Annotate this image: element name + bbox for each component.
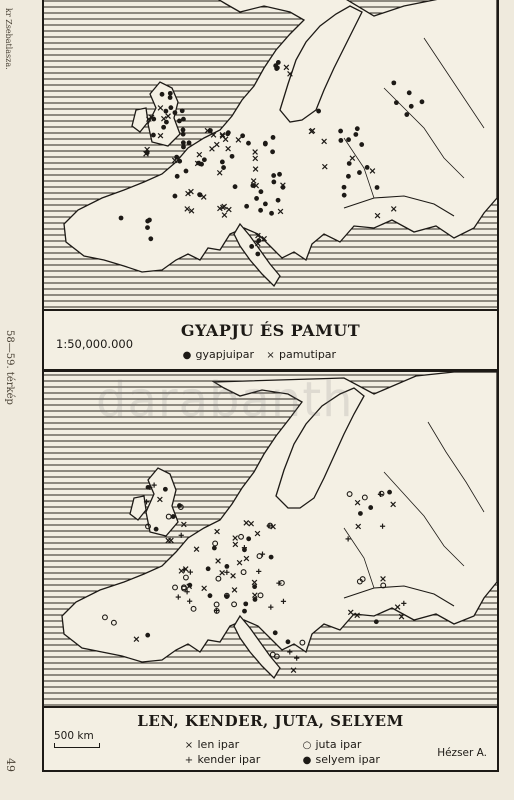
- marker-dot: [224, 594, 229, 599]
- marker-dot: [357, 170, 362, 175]
- legend-label: len ipar: [197, 738, 240, 751]
- legend-label: pamutipar: [279, 348, 337, 361]
- marker-dot: [368, 505, 373, 510]
- marker-dot: [355, 126, 360, 131]
- marker-dot: [220, 160, 225, 165]
- marker-dot: [146, 485, 151, 490]
- marker-dot: [168, 95, 173, 100]
- marker-dot: [407, 90, 412, 95]
- marker-dot: [275, 65, 280, 70]
- marker-dot: [263, 142, 268, 147]
- marker-dot: [243, 601, 248, 606]
- marker-dot: [151, 133, 156, 138]
- cross-icon: ×: [184, 740, 194, 751]
- legend-item-wool: [182, 348, 254, 361]
- marker-dot: [271, 180, 276, 185]
- marker-dot: [163, 487, 168, 492]
- marker-dot: [246, 536, 251, 541]
- marker-dot: [338, 138, 343, 143]
- marker-dot: [254, 196, 259, 201]
- legend-item-jute: [302, 738, 380, 753]
- flax-hemp-jute-silk-map: [44, 372, 497, 707]
- marker-dot: [276, 198, 281, 203]
- flax-hemp-jute-silk-legend: [44, 706, 497, 770]
- marker-dot: [316, 109, 321, 114]
- marker-dot: [147, 218, 152, 223]
- marker-dot: [202, 157, 207, 162]
- marker-dot: [145, 633, 150, 638]
- marker-dot: [387, 490, 392, 495]
- wool-cotton-legend: [44, 309, 497, 369]
- marker-dot: [177, 119, 182, 124]
- marker-dot: [271, 173, 276, 178]
- marker-dot: [154, 527, 159, 532]
- marker-dot: [225, 131, 230, 136]
- legend-items: [182, 348, 344, 361]
- marker-dot: [244, 204, 249, 209]
- marker-dot: [409, 104, 414, 109]
- marker-dot: [269, 211, 274, 216]
- marker-dot: [161, 125, 166, 130]
- marker-dot: [230, 154, 235, 159]
- marker-dot: [181, 140, 186, 145]
- marker-dot: [187, 140, 192, 145]
- marker-dot: [160, 92, 165, 97]
- marker-dot: [206, 566, 211, 571]
- marker-dot: [246, 141, 251, 146]
- marker-dot: [374, 619, 379, 624]
- marker-dot: [263, 201, 268, 206]
- legend-label: selyem ipar: [315, 753, 380, 766]
- marker-dot: [148, 236, 153, 241]
- running-header: kr Zsebatlasza.: [4, 8, 13, 70]
- marker-dot: [365, 165, 370, 170]
- marker-dot: [359, 142, 364, 147]
- legend-column-a: [184, 738, 260, 768]
- map-title-flax-hemp-jute-silk: LEN, KENDER, JUTA, SELYEM: [137, 712, 404, 730]
- marker-dot: [181, 132, 186, 137]
- marker-dot: [276, 60, 281, 65]
- marker-dot: [177, 159, 182, 164]
- marker-dot: [180, 108, 185, 113]
- marker-dot: [175, 174, 180, 179]
- legend-item-flax: [184, 738, 260, 753]
- marker-dot: [242, 609, 247, 614]
- marker-dot: [269, 555, 274, 560]
- marker-dot: [212, 546, 217, 551]
- marker-dot: [404, 112, 409, 117]
- scale-bar-label: 500 km: [54, 730, 94, 742]
- marker-dot: [208, 593, 213, 598]
- marker-dot: [286, 639, 291, 644]
- marker-dot: [420, 99, 425, 104]
- marker-dot: [233, 184, 238, 189]
- marker-dot: [347, 161, 352, 166]
- legend-label: kender ipar: [197, 753, 261, 766]
- marker-dot: [375, 185, 380, 190]
- marker-dot: [273, 630, 278, 635]
- marker-dot: [253, 597, 258, 602]
- marker-dot: [338, 129, 343, 134]
- cross-icon: ×: [266, 350, 275, 361]
- marker-dot: [252, 584, 257, 589]
- marker-dot: [181, 145, 186, 150]
- marker-dot: [184, 169, 189, 174]
- wool-cotton-map: [44, 0, 497, 308]
- marker-dot: [181, 127, 186, 132]
- marker-dot: [342, 193, 347, 198]
- marker-dot: [249, 244, 254, 249]
- marker-dot: [255, 252, 260, 257]
- legend-item-silk: [302, 753, 380, 768]
- scale-bar-line: [54, 743, 100, 748]
- plus-icon: +: [184, 755, 194, 766]
- legend-item-cotton: [266, 348, 337, 361]
- map-scale: 1:50,000.000: [56, 337, 134, 351]
- marker-dot: [163, 109, 168, 114]
- marker-dot: [173, 194, 178, 199]
- legend-item-hemp: [184, 753, 260, 768]
- marker-dot: [224, 564, 229, 569]
- marker-dot: [240, 133, 245, 138]
- marker-dot: [391, 80, 396, 85]
- marker-dot: [259, 189, 264, 194]
- marker-dot: [342, 185, 347, 190]
- marker-dot: [353, 132, 358, 137]
- marker-dot: [346, 137, 351, 142]
- legend-column-b: [302, 738, 380, 768]
- marker-dot: [168, 105, 173, 110]
- marker-dot: [271, 135, 276, 140]
- marker-dot: [221, 165, 226, 170]
- marker-dot: [197, 192, 202, 197]
- map-title-wool-cotton: GYAPJU ÉS PAMUT: [180, 321, 361, 340]
- legend-label: juta ipar: [315, 738, 362, 751]
- marker-dot: [277, 172, 282, 177]
- marker-dot: [173, 110, 178, 115]
- ring-icon: ○: [302, 740, 312, 751]
- legend-label: gyapjuipar: [195, 348, 255, 361]
- flax-hemp-jute-silk-map-panel: [42, 370, 499, 772]
- marker-dot: [258, 208, 263, 213]
- marker-dot: [394, 100, 399, 105]
- scale-bar: [54, 730, 100, 748]
- page-number: 49: [4, 758, 17, 772]
- marker-dot: [242, 547, 247, 552]
- plate-reference: 58—59. térkép: [4, 330, 15, 405]
- cartographer-credit: Hézser A.: [437, 747, 487, 759]
- wool-cotton-map-panel: [42, 0, 499, 371]
- marker-dot: [346, 174, 351, 179]
- marker-dot: [358, 511, 363, 516]
- marker-dot: [270, 149, 275, 154]
- marker-dot: [168, 91, 173, 96]
- marker-dot: [145, 225, 150, 230]
- dot-icon: ●: [182, 350, 192, 361]
- marker-dot: [119, 216, 124, 221]
- dot-icon: ●: [302, 755, 312, 766]
